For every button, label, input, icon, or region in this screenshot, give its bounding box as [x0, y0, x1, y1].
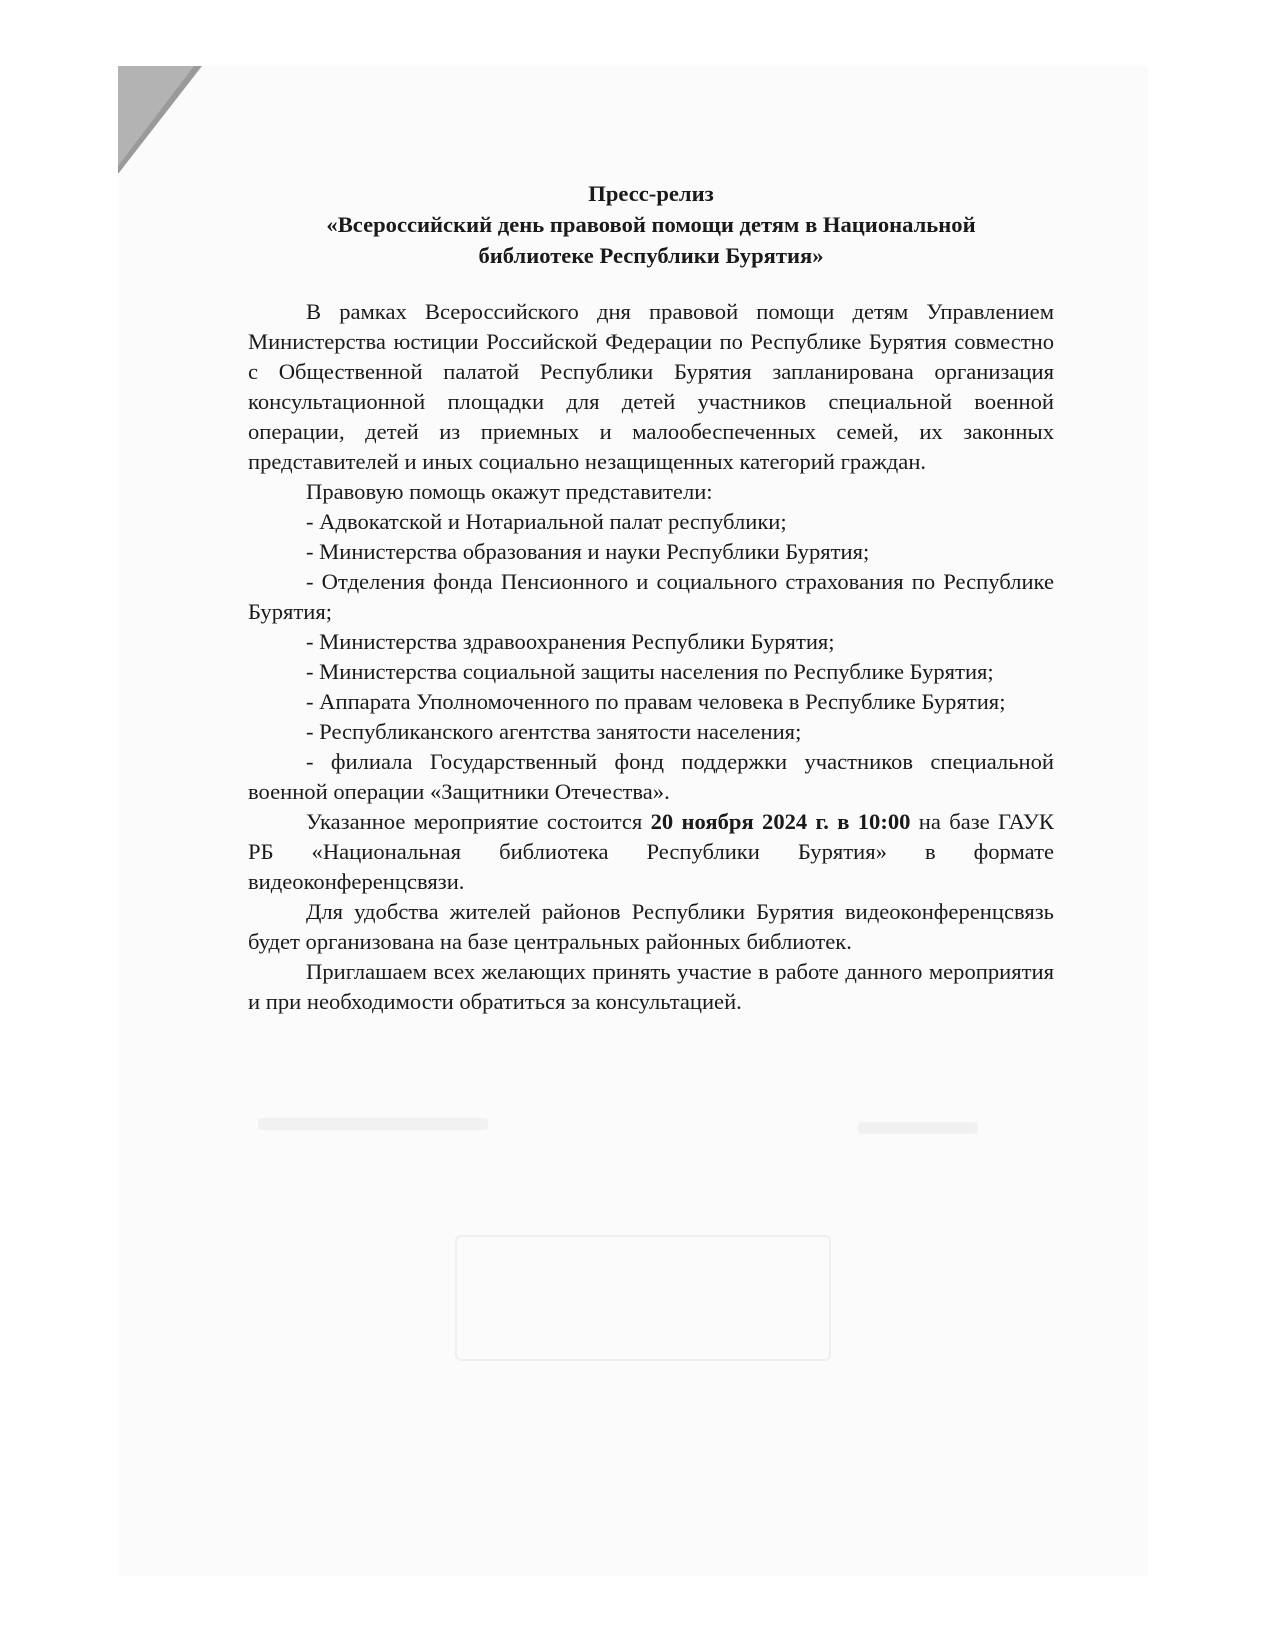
list-item: - Министерства образования и науки Республики Бурятия;	[306, 539, 870, 564]
list-item: - Республиканского агентства занятости населения;	[306, 719, 802, 744]
paragraph-invitation: Приглашаем всех желающих принять участие в работе данного мероприятия и при необходимости обратиться за консультацией.	[248, 959, 1054, 1014]
title-line-2: «Всероссийский день правовой помощи детям в Национальной	[326, 212, 976, 237]
event-text-after: на базе ГАУК РБ «Национальная библиотека Республики Бурятия» в формате видеоконференцсвязи.	[248, 809, 1054, 894]
folded-corner-shade	[118, 66, 194, 166]
list-item: - Аппарата Уполномоченного по правам человека в Республике Бурятия;	[306, 689, 1006, 714]
list-item: - Адвокатской и Нотариальной палат республики;	[306, 509, 787, 534]
paragraph-regions: Для удобства жителей районов Республики Бурятия видеоконференцсвязь будет организована на базе центральных районных библиотек.	[248, 899, 1054, 954]
paragraph-intro: В рамках Всероссийского дня правовой помощи детям Управлением Министерства юстиции Российской Федерации по Республике Бурятия совместно с Общественной палатой Республики Бурятия запланирована организация консультационной площадки для детей участников специальной военной операции, детей из приемных и малообеспеченных семей, их законных представителей и иных социально незащищенных категорий граждан.	[248, 299, 1054, 474]
representatives-list	[248, 507, 1054, 807]
bleed-through-mark	[858, 1122, 978, 1134]
document-body	[248, 178, 1054, 1017]
list-item: - филиала Государственный фонд поддержки участников специальной военной операции «Защитники Отечества».	[248, 749, 1054, 804]
paragraph-event-date	[248, 807, 1054, 897]
event-date: 20 ноября 2024 г. в 10:00	[650, 809, 911, 834]
bleed-through-mark	[258, 1118, 488, 1130]
list-item: - Отделения фонда Пенсионного и социального страхования по Республике Бурятия;	[248, 569, 1054, 624]
list-item: - Министерства здравоохранения Республики Бурятия;	[306, 629, 835, 654]
document-title	[248, 178, 1054, 271]
bleed-through-stamp	[455, 1235, 831, 1361]
paragraph-representatives: Правовую помощь окажут представители:	[306, 479, 713, 504]
title-line-1: Пресс-релиз	[588, 181, 714, 206]
list-item: - Министерства социальной защиты населения по Республике Бурятия;	[306, 659, 994, 684]
event-text-before: Указанное мероприятие состоится	[306, 809, 651, 834]
title-line-3: библиотеке Республики Бурятия»	[478, 243, 824, 268]
